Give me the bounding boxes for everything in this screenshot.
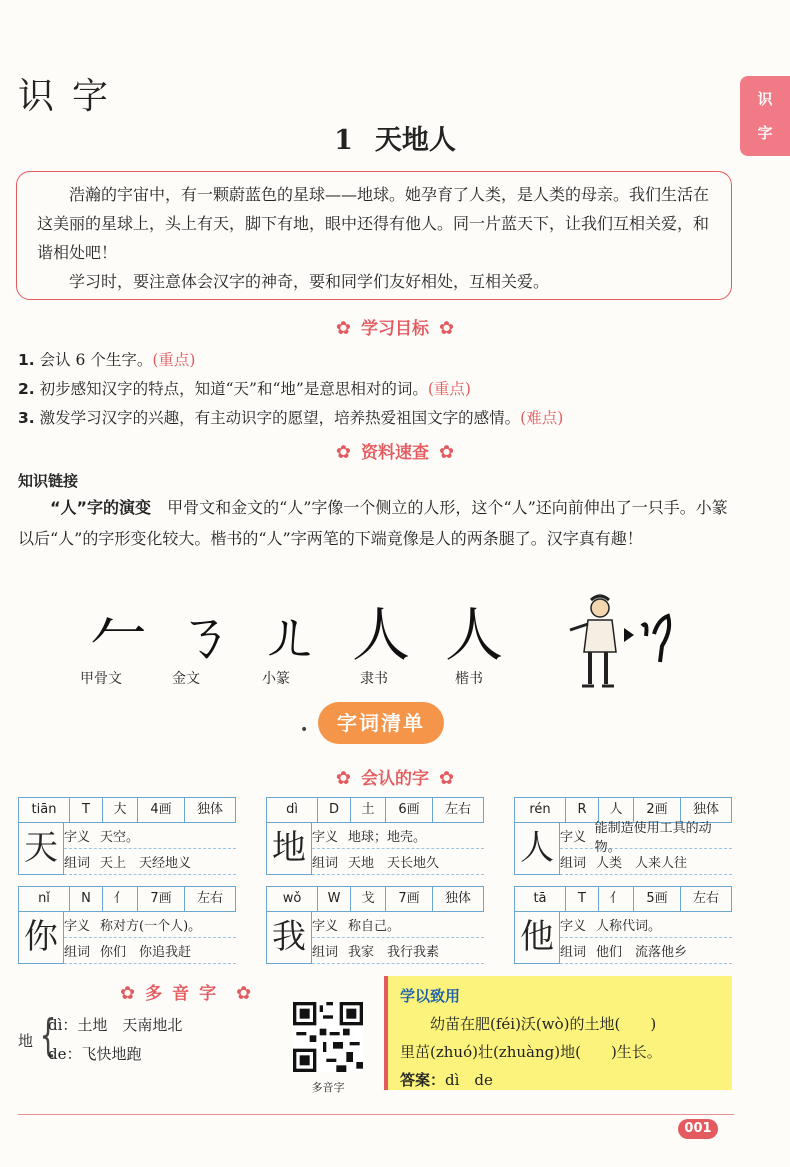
info-header-label: 资料速查 [361,443,429,463]
flower-icon: ✿ [335,318,351,339]
evolution-glyph-bronze: ㄋ [176,601,235,669]
meaning-label: 字义 [560,919,587,934]
flower-icon: ✿ [335,768,351,789]
card-letter: N [70,887,103,911]
side-tab-line2: 字 [757,124,773,142]
card-radical: 亻 [103,887,138,911]
evolution-label: 金文 [172,671,200,687]
page-number: 001 [678,1119,718,1139]
practice-box [384,976,732,1090]
flower-icon: ✿ [335,442,351,463]
card-pinyin: rén [515,798,566,822]
polyphone-char: 地 [18,1032,34,1050]
qr-code-icon[interactable] [293,1002,363,1072]
card-meaning: 能制造使用工具的动物。 [594,820,712,855]
practice-title: 学以致用 [400,987,461,1005]
card-pinyin: tā [515,887,566,911]
goal-text: 初步感知汉字的特点，知道“天”和“地”是意思相对的词。 [39,380,428,398]
card-radical: 人 [599,798,634,822]
polyphone-header-label: 多音字 [145,984,227,1004]
card-strokes: 2画 [634,798,681,822]
card-letter: T [566,887,599,911]
person-figure-illustration [560,590,680,690]
info-header [0,438,790,463]
card-words: 你们 你追我赶 [100,945,192,960]
meaning-label: 字义 [64,830,91,845]
goal-number: 3. [18,409,35,427]
words-label: 组词 [312,856,339,871]
card-pinyin: dì [267,798,318,822]
card-strokes: 4画 [138,798,185,822]
goal-text: 会认 6 个生字。 [39,351,153,369]
card-strokes: 5画 [634,887,681,911]
practice-line-2: 里茁(zhuó)壮(zhuàng)地( )生长。 [400,1043,662,1061]
qr-label: 多音字 [311,1081,345,1094]
meaning-label: 字义 [312,830,339,845]
card-letter: R [566,798,599,822]
card-words: 天地 天长地久 [348,856,440,871]
char-card-2 [514,797,732,875]
section-title: 识字 [18,76,127,117]
knowledge-lead: “人”字的演变 [50,498,152,517]
card-structure: 独体 [444,891,471,906]
brace-icon: { [39,1010,57,1061]
answer-label: 答案： [400,1071,446,1089]
goal-tag: (重点) [152,351,196,369]
words-label: 组词 [312,945,339,960]
evolution-glyph-oracle: 𠂉 [90,601,149,669]
meaning-label: 字义 [312,919,339,934]
evolution-label: 小篆 [262,671,290,687]
card-strokes: 6画 [386,798,433,822]
card-words: 我家 我行我素 [348,945,440,960]
card-words: 人类 人来人往 [596,856,688,871]
meaning-label: 字义 [64,919,91,934]
lesson-number: 1 [334,125,353,156]
goal-tag: (重点) [427,380,471,398]
intro-paragraph-1: 浩瀚的宇宙中，有一颗蔚蓝色的星球——地球。她孕育了人类，是人类的母亲。我们生活在这美丽的星球上，头上有天，脚下有地，眼中还得有他人。同一片蓝天下，让我们互相关爱，和谐相处吧！ [37,185,710,262]
char-card-3 [18,886,236,964]
card-char: 天 [18,823,64,875]
card-strokes: 7画 [386,887,433,911]
side-tab-line1: 识 [757,90,773,108]
card-meaning: 称对方(一个人)。 [100,919,202,934]
intro-box [16,171,732,300]
evolution-label: 楷书 [455,671,483,687]
polyphone-reading-1: dì：土地 天南地北 [48,1016,183,1034]
card-structure: 左右 [196,891,223,906]
chars-header-label: 会认的字 [361,769,429,789]
card-char: 人 [514,823,560,875]
char-card-0 [18,797,236,875]
knowledge-body: 甲骨文和金文的“人”字像一个侧立的人形，这个“人”还向前伸出了一只手。小篆以后“人”的字形变化较大。楷书的“人”字两笔的下端竟像是人的两条腿了。汉字真有趣！ [18,498,728,548]
polyphone-reading-2: de：飞快地跑 [48,1045,142,1063]
card-radical: 戈 [351,887,386,911]
card-meaning: 称自己。 [348,919,401,934]
words-label: 组词 [64,856,91,871]
words-label: 组词 [560,945,587,960]
evolution-glyph-clerical: 人 [352,601,411,669]
flower-icon: ✿ [439,318,455,339]
card-pinyin: wǒ [267,887,318,911]
goal-item [18,348,195,370]
char-card-4 [266,886,484,964]
evolution-glyph-seal: ㄦ [262,601,321,669]
card-strokes: 7画 [138,887,185,911]
goal-item [18,377,471,399]
card-words: 天上 天经地义 [100,856,192,871]
card-char: 地 [266,823,312,875]
card-radical: 亻 [599,887,634,911]
goal-number: 2. [18,380,35,398]
card-radical: 土 [351,798,386,822]
card-meaning: 天空。 [100,830,140,845]
goal-item [18,406,563,428]
flower-icon: ✿ [120,983,136,1004]
card-letter: W [318,887,351,911]
intro-paragraph-2: 学习时，要注意体会汉字的神奇，要和同学们友好相处，互相关爱。 [69,272,550,291]
knowledge-text [18,492,736,554]
flower-icon: ✿ [236,983,252,1004]
words-label: 组词 [560,856,587,871]
evolution-glyph-regular: 人 [445,601,504,669]
card-pinyin: nǐ [19,887,70,911]
evolution-label: 隶书 [360,671,388,687]
card-radical: 大 [103,798,138,822]
lesson-title [0,118,790,157]
card-meaning: 地球；地壳。 [348,830,427,845]
char-card-5 [514,886,732,964]
char-card-1 [266,797,484,875]
flower-icon: ✿ [439,442,455,463]
flower-icon: ✿ [439,768,455,789]
card-char: 我 [266,912,312,964]
goals-header-label: 学习目标 [361,319,429,339]
card-char: 你 [18,912,64,964]
lesson-name: 天地人 [374,125,456,156]
bullet-dot: • [300,722,309,738]
words-label: 组词 [64,945,91,960]
goals-header [0,314,790,339]
chars-header [0,764,790,789]
practice-line-1: 幼苗在肥(féi)沃(wò)的土地( ) [430,1015,657,1033]
footer-divider [18,1114,734,1115]
evolution-label: 甲骨文 [80,671,122,687]
word-list-badge: 字词清单 [318,702,444,744]
answer-value: dì de [445,1071,493,1089]
card-structure: 左右 [692,891,719,906]
card-structure: 独体 [196,802,223,817]
card-words: 他们 流落他乡 [596,945,688,960]
card-structure: 独体 [692,802,719,817]
goal-tag: (难点) [520,409,564,427]
card-letter: T [70,798,103,822]
polyphone-header [110,979,261,1004]
card-char: 他 [514,912,560,964]
card-meaning: 人称代词。 [596,919,662,934]
goal-number: 1. [18,351,35,369]
card-letter: D [318,798,351,822]
knowledge-title: 知识链接 [18,472,79,490]
meaning-label: 字义 [560,830,587,845]
goal-text: 激发学习汉字的兴趣，有主动识字的愿望，培养热爱祖国文字的感情。 [39,409,521,427]
card-pinyin: tiān [19,798,70,822]
card-structure: 左右 [444,802,471,817]
